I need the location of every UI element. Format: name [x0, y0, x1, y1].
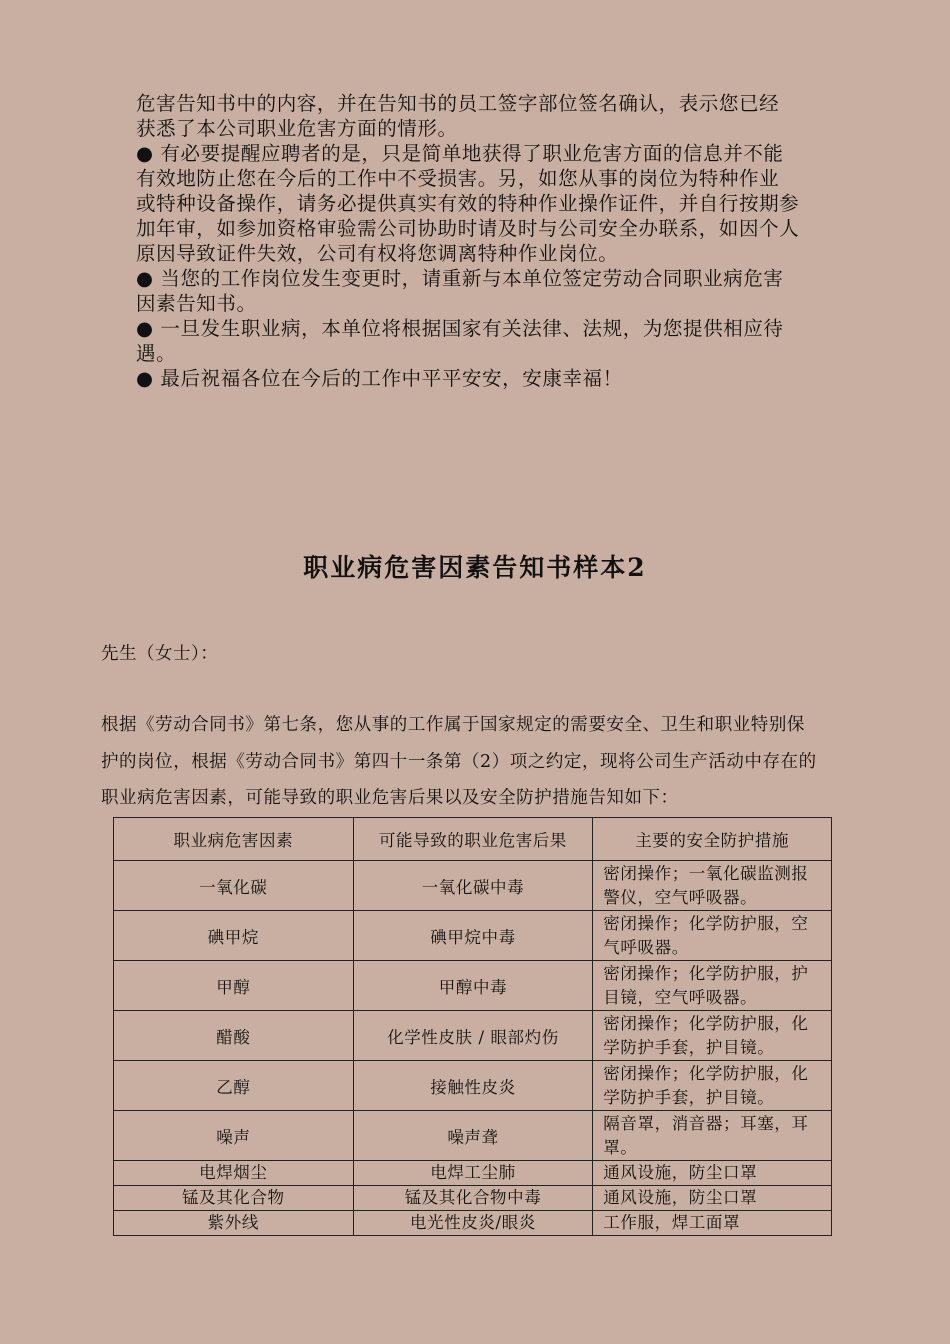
text-line: 或特种设备操作，请务必提供真实有效的特种作业操作证件，并自行按期参 [136, 192, 800, 215]
text-line: 危害告知书中的内容，并在告知书的员工签字部位签名确认，表示您已经 [136, 92, 780, 115]
result-cell: 一氧化碳中毒 [353, 861, 593, 911]
factor-cell: 紫外线 [114, 1211, 354, 1236]
bullet-line: ● 有必要提醒应聘者的是，只是简单地获得了职业危害方面的信息并不能 [136, 142, 784, 165]
header-result: 可能导致的职业危害后果 [353, 818, 593, 861]
bullet-line: ● 最后祝福各位在今后的工作中平平安安，安康幸福！ [136, 367, 623, 390]
table-row [114, 1011, 832, 1061]
measure-cell: 通风设施，防尘口罩 [593, 1161, 832, 1186]
measure-cell: 密闭操作；化学防护服，化学防护手套，护目镜。 [593, 1061, 832, 1111]
factor-cell: 乙醇 [114, 1061, 354, 1111]
header-factor: 职业病危害因素 [114, 818, 354, 861]
result-cell: 甲醇中毒 [353, 961, 593, 1011]
table-row [114, 1211, 832, 1236]
previous-page-continuation [136, 91, 852, 391]
factor-cell: 一氧化碳 [114, 861, 354, 911]
table-row [114, 1186, 832, 1211]
factor-cell: 锰及其化合物 [114, 1186, 354, 1211]
table-row [114, 911, 832, 961]
table-row [114, 1161, 832, 1186]
result-cell: 化学性皮肤 / 眼部灼伤 [353, 1011, 593, 1061]
table-header-row [114, 818, 832, 861]
text-line: 原因导致证件失效，公司有权将您调离特种作业岗位。 [136, 242, 619, 265]
measure-cell: 通风设施，防尘口罩 [593, 1186, 832, 1211]
table-row [114, 1111, 832, 1161]
text-line: 遇。 [136, 342, 177, 365]
result-cell: 噪声聋 [353, 1111, 593, 1161]
bullet-line: ● 一旦发生职业病，本单位将根据国家有关法律、法规，为您提供相应待 [136, 317, 784, 340]
table-row [114, 1061, 832, 1111]
result-cell: 接触性皮炎 [353, 1061, 593, 1111]
text-line: 因素告知书。 [136, 292, 257, 315]
measure-cell: 隔音罩，消音器；耳塞，耳罩。 [593, 1111, 832, 1161]
result-cell: 碘甲烷中毒 [353, 911, 593, 961]
measure-cell: 工作服，焊工面罩 [593, 1211, 832, 1236]
factor-cell: 噪声 [114, 1111, 354, 1161]
text-line: 加年审，如参加资格审验需公司协助时请及时与公司安全办联系，如因个人 [136, 217, 800, 240]
intro-line: 职业病危害因素，可能导致的职业危害后果以及安全防护措施告知如下： [101, 788, 679, 808]
result-cell: 锰及其化合物中毒 [353, 1186, 593, 1211]
factor-cell: 醋酸 [114, 1011, 354, 1061]
result-cell: 电光性皮炎/眼炎 [353, 1211, 593, 1236]
factor-cell: 碘甲烷 [114, 911, 354, 961]
measure-cell: 密闭操作；一氧化碳监测报警仪，空气呼吸器。 [593, 861, 832, 911]
table-row [114, 861, 832, 911]
text-line: 有效地防止您在今后的工作中不受损害。另，如您从事的岗位为特种作业 [136, 167, 780, 190]
document-title: 职业病危害因素告知书样本2 [303, 553, 647, 582]
measure-cell: 密闭操作；化学防护服，护目镜，空气呼吸器。 [593, 961, 832, 1011]
factor-cell: 电焊烟尘 [114, 1161, 354, 1186]
intro-paragraph [101, 707, 861, 817]
result-cell: 电焊工尘肺 [353, 1161, 593, 1186]
factor-cell: 甲醇 [114, 961, 354, 1011]
intro-line: 护的岗位，根据《劳动合同书》第四十一条第（2）项之约定，现将公司生产活动中存在的 [101, 751, 817, 772]
table-row [114, 961, 832, 1011]
measure-cell: 密闭操作；化学防护服，化学防护手套，护目镜。 [593, 1011, 832, 1061]
header-measure: 主要的安全防护措施 [593, 818, 832, 861]
bullet-line: ● 当您的工作岗位发生变更时，请重新与本单位签定劳动合同职业病危害 [136, 267, 784, 290]
text-line: 获悉了本公司职业危害方面的情形。 [136, 117, 458, 140]
measure-cell: 密闭操作；化学防护服，空气呼吸器。 [593, 911, 832, 961]
hazard-table [113, 817, 832, 1236]
intro-line: 根据《劳动合同书》第七条，您从事的工作属于国家规定的需要安全、卫生和职业特别保 [101, 715, 805, 735]
salutation: 先生（女士）： [101, 644, 219, 664]
